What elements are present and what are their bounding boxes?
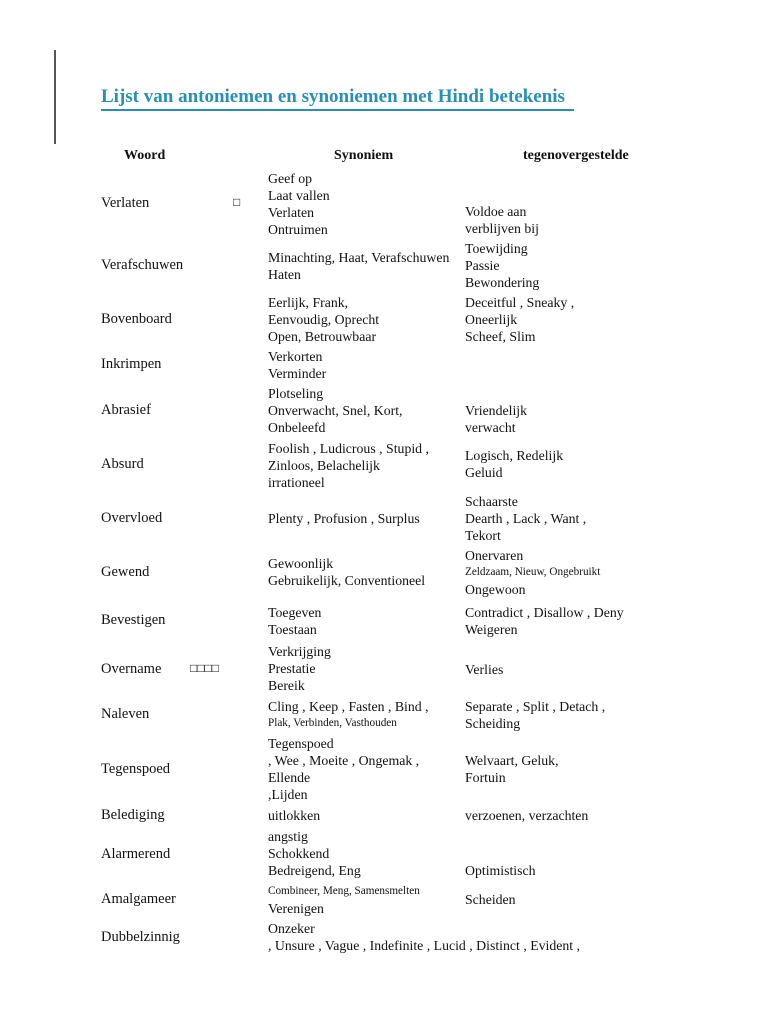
synonym-line: ,Lijden bbox=[268, 787, 308, 802]
header-antonym: tegenovergestelde bbox=[523, 148, 629, 163]
synonym-cell bbox=[268, 249, 449, 283]
header-synonym: Synoniem bbox=[334, 148, 394, 163]
synonym-line: Onverwacht, Snel, Kort, bbox=[268, 403, 403, 418]
synonym-line: Prestatie bbox=[268, 661, 316, 676]
antonym-line: Contradict , Disallow , Deny bbox=[465, 605, 624, 620]
synonym-line: Toestaan bbox=[268, 622, 317, 637]
synonym-cell bbox=[268, 828, 361, 879]
word-cell: Absurd bbox=[101, 456, 144, 472]
antonym-line: Logisch, Redelijk bbox=[465, 448, 564, 463]
synonym-line: Tegenspoed bbox=[268, 736, 334, 751]
antonym-line: Scheef, Slim bbox=[465, 329, 536, 344]
synonym-line: Combineer, Meng, Samensmelten bbox=[268, 885, 420, 897]
document-title: Lijst van antoniemen en synoniemen met Hindi betekenis bbox=[101, 86, 574, 111]
missing-glyph: □ bbox=[233, 195, 241, 209]
synonym-line: , Unsure , Vague , Indefinite , Lucid , Distinct , Evident , bbox=[268, 938, 581, 953]
antonym-line: Oneerlijk bbox=[465, 312, 518, 327]
word-cell: Tegenspoed bbox=[101, 761, 171, 777]
word-cell: Dubbelzinnig bbox=[101, 929, 180, 945]
antonym-cell bbox=[465, 294, 574, 345]
antonym-line: Scheiding bbox=[465, 716, 521, 731]
antonym-line: Passie bbox=[465, 258, 500, 273]
antonym-cell bbox=[465, 240, 539, 291]
synonym-line: Zinloos, Belachelijk bbox=[268, 458, 380, 473]
antonym-line: Bewondering bbox=[465, 275, 540, 290]
word-cell: Bevestigen bbox=[101, 612, 166, 628]
synonym-line: irrationeel bbox=[268, 475, 325, 490]
synonym-line: Onbeleefd bbox=[268, 420, 326, 435]
word-cell: Verlaten bbox=[101, 195, 150, 211]
synonym-line: Gewoonlijk bbox=[268, 556, 334, 571]
synonym-line: Laat vallen bbox=[268, 188, 330, 203]
antonym-line: Zeldzaam, Nieuw, Ongebruikt bbox=[465, 566, 601, 578]
antonym-line: Welvaart, Geluk, bbox=[465, 753, 559, 768]
synonym-cell bbox=[268, 170, 330, 238]
synonym-cell bbox=[268, 604, 321, 638]
word-cell: Overvloed bbox=[101, 510, 163, 526]
synonym-line: Ellende bbox=[268, 770, 311, 785]
synonym-line: , Wee , Moeite , Ongemak , bbox=[268, 753, 420, 768]
synonym-line: Gebruikelijk, Conventioneel bbox=[268, 573, 426, 588]
antonym-line: Voldoe aan bbox=[465, 204, 527, 219]
antonym-cell bbox=[465, 447, 563, 481]
antonym-line: Fortuin bbox=[465, 770, 506, 785]
antonym-line: Dearth , Lack , Want , bbox=[465, 511, 587, 526]
antonym-cell bbox=[465, 547, 600, 598]
antonym-cell bbox=[465, 493, 586, 544]
antonym-line: verwacht bbox=[465, 420, 516, 435]
synonym-line: Ontruimen bbox=[268, 222, 328, 237]
word-cell: Bovenboard bbox=[101, 311, 172, 327]
antonym-cell bbox=[465, 807, 588, 824]
synonym-line: uitlokken bbox=[268, 808, 321, 823]
synonym-cell bbox=[268, 510, 420, 527]
synonym-cell bbox=[268, 294, 379, 345]
synonym-line: Toegeven bbox=[268, 605, 322, 620]
synonym-cell bbox=[268, 348, 326, 382]
word-cell: Overname bbox=[101, 661, 162, 677]
antonym-line: Deceitful , Sneaky , bbox=[465, 295, 575, 310]
antonym-line: verblijven bij bbox=[465, 221, 539, 236]
antonym-cell bbox=[465, 661, 503, 678]
antonym-line: Onervaren bbox=[465, 548, 524, 563]
antonym-line: Toewijding bbox=[465, 241, 528, 256]
antonym-line: Verlies bbox=[465, 662, 504, 677]
synonym-line: Foolish , Ludicrous , Stupid , bbox=[268, 441, 429, 456]
synonym-line: Verkrijging bbox=[268, 644, 331, 659]
antonym-line: Optimistisch bbox=[465, 863, 536, 878]
page-margin-bar bbox=[54, 50, 56, 144]
antonym-line: Vriendelijk bbox=[465, 403, 528, 418]
antonym-line: Ongewoon bbox=[465, 582, 526, 597]
word-cell: Verafschuwen bbox=[101, 257, 184, 273]
header-word: Woord bbox=[124, 148, 166, 163]
synonym-line: angstig bbox=[268, 829, 308, 844]
word-cell: Gewend bbox=[101, 564, 150, 580]
synonym-cell bbox=[268, 883, 420, 917]
synonym-cell bbox=[268, 643, 331, 694]
antonym-cell bbox=[465, 891, 516, 908]
synonym-line: Onzeker bbox=[268, 921, 315, 936]
word-cell: Amalgameer bbox=[101, 891, 176, 907]
synonym-cell bbox=[268, 698, 429, 732]
synonym-line: Plenty , Profusion , Surplus bbox=[268, 511, 420, 526]
synonym-line: Minachting, Haat, Verafschuwen bbox=[268, 250, 450, 265]
synonym-line: Bereik bbox=[268, 678, 305, 693]
synonym-line: Plotseling bbox=[268, 386, 324, 401]
antonym-cell bbox=[465, 862, 536, 879]
word-cell: Inkrimpen bbox=[101, 356, 162, 372]
synonym-line: Bedreigend, Eng bbox=[268, 863, 361, 878]
synonym-line: Plak, Verbinden, Vasthouden bbox=[268, 717, 397, 729]
antonym-cell bbox=[465, 402, 527, 436]
antonym-cell bbox=[465, 203, 539, 237]
word-cell: Alarmerend bbox=[101, 846, 171, 862]
antonym-line: Schaarste bbox=[465, 494, 518, 509]
synonym-line: Geef op bbox=[268, 171, 313, 186]
antonym-line: Scheiden bbox=[465, 892, 516, 907]
antonym-line: Tekort bbox=[465, 528, 501, 543]
synonym-line: Schokkend bbox=[268, 846, 330, 861]
synonym-cell bbox=[268, 920, 580, 954]
antonym-line: Geluid bbox=[465, 465, 503, 480]
synonym-line: Open, Betrouwbaar bbox=[268, 329, 377, 344]
antonym-line: verzoenen, verzachten bbox=[465, 808, 589, 823]
antonym-line: Separate , Split , Detach , bbox=[465, 699, 606, 714]
synonym-line: Eerlijk, Frank, bbox=[268, 295, 349, 310]
synonym-line: Haten bbox=[268, 267, 301, 282]
synonym-cell bbox=[268, 385, 403, 436]
synonym-cell bbox=[268, 555, 425, 589]
synonym-line: Verenigen bbox=[268, 901, 324, 916]
word-cell: Belediging bbox=[101, 807, 165, 823]
word-cell: Naleven bbox=[101, 706, 150, 722]
synonym-cell bbox=[268, 807, 320, 824]
synonym-line: Verlaten bbox=[268, 205, 314, 220]
synonym-line: Verkorten bbox=[268, 349, 323, 364]
synonym-line: Cling , Keep , Fasten , Bind , bbox=[268, 699, 429, 714]
synonym-line: Verminder bbox=[268, 366, 327, 381]
antonym-cell bbox=[465, 698, 605, 732]
antonym-line: Weigeren bbox=[465, 622, 518, 637]
antonym-cell bbox=[465, 752, 559, 786]
antonym-cell bbox=[465, 604, 624, 638]
synonym-cell bbox=[268, 735, 419, 803]
word-cell: Abrasief bbox=[101, 402, 151, 418]
missing-glyph: □□□□ bbox=[190, 661, 219, 675]
synonym-cell bbox=[268, 440, 429, 491]
synonym-line: Eenvoudig, Oprecht bbox=[268, 312, 380, 327]
